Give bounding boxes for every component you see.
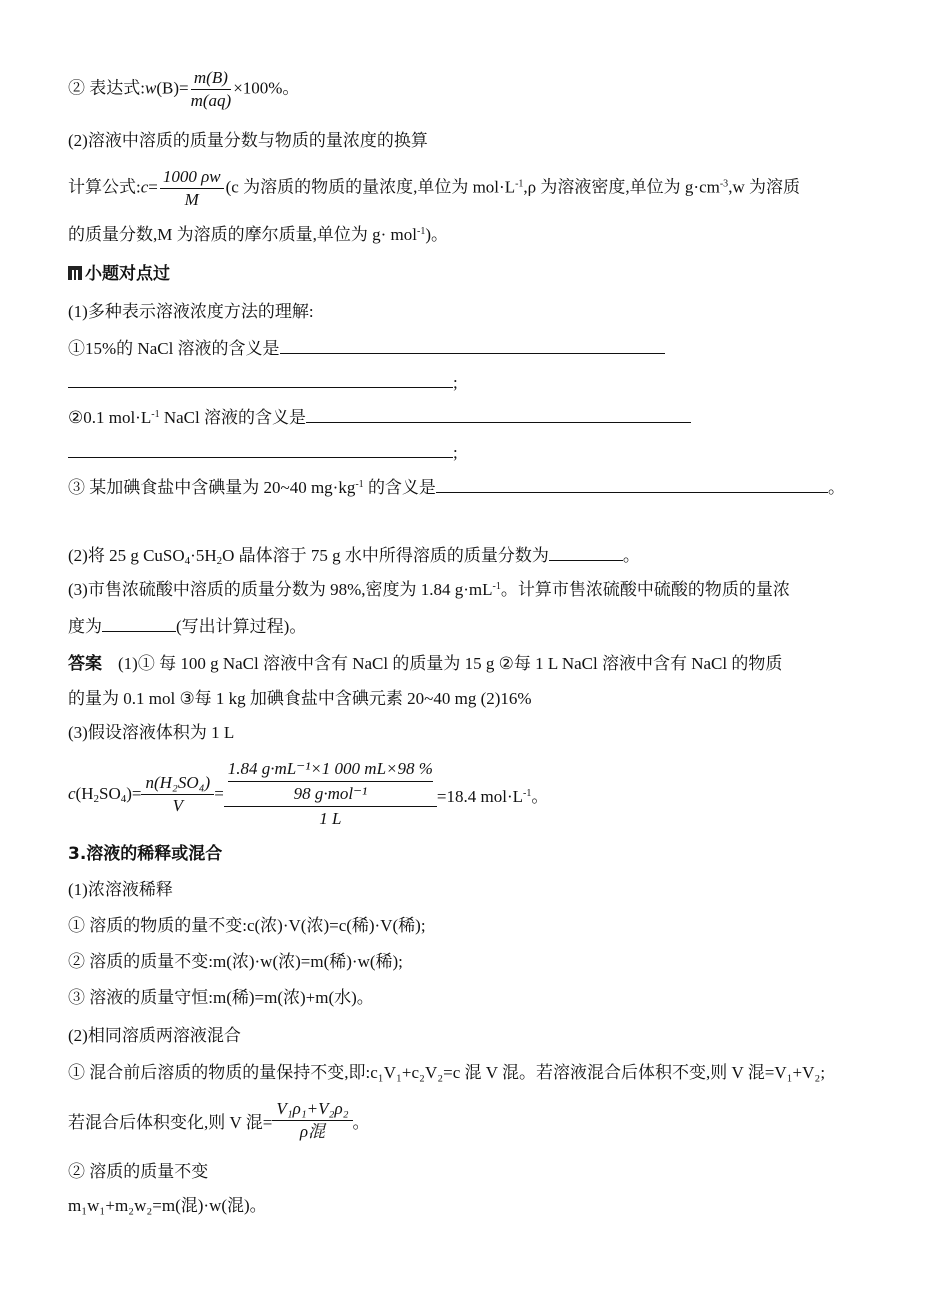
concentration-formula — [160, 167, 224, 210]
text: = — [214, 784, 224, 803]
inner-denominator: 98 g·mol⁻¹ — [293, 784, 368, 803]
superscript: -1 — [416, 226, 426, 237]
text: SO — [99, 784, 121, 803]
calc-result — [437, 787, 548, 806]
text: O 晶体溶于 75 g 水中所得溶质的质量分数为 — [222, 546, 549, 565]
text: 的质量分数,M 为溶质的摩尔质量,单位为 g· mol — [68, 225, 417, 244]
text: ; — [453, 443, 458, 462]
text: (B)= — [156, 78, 189, 98]
question-3-cont — [68, 614, 306, 639]
text: ②0.1 mol·L — [68, 408, 152, 427]
denominator: ρ混 — [299, 1122, 325, 1141]
answer-blank[interactable] — [280, 336, 665, 354]
answer-line-1 — [68, 652, 782, 676]
answer-blank[interactable] — [436, 475, 828, 493]
question-1a-cont — [68, 370, 458, 395]
answer-blank[interactable] — [549, 543, 623, 561]
answer-blank[interactable] — [306, 405, 691, 423]
text: (写出计算过程)。 — [176, 617, 307, 636]
answer-blank[interactable] — [68, 370, 453, 388]
heading-text: 小题对点过 — [85, 264, 170, 284]
dilution-sub-1: (1)浓溶液稀释 — [68, 880, 173, 899]
dilution-rule-1: ① 溶质的物质的量不变:c(浓)·V(浓)=c(稀)·V(稀); — [68, 916, 426, 935]
text: 计算公式: — [68, 177, 141, 197]
dilution-rule-2: ② 溶质的质量不变:m(浓)·w(浓)=m(稀)·w(稀); — [68, 952, 403, 971]
superscript: -1 — [492, 581, 501, 592]
text: ③ 某加碘食盐中含碘量为 20~40 mg·kg — [68, 478, 356, 497]
mixing-sub-2: (2)相同溶质两溶液混合 — [68, 1026, 241, 1045]
section-marker-icon — [68, 266, 82, 280]
mixed-volume-fraction — [272, 1098, 352, 1143]
n-over-v — [141, 772, 214, 817]
answer-text: (1)① 每 100 g NaCl 溶液中含有 NaCl 的质量为 15 g ②每 1 L NaCl 溶液中含有 NaCl 的物质 — [118, 654, 783, 673]
answer-line-3: (3)假设溶液体积为 1 L — [68, 723, 235, 742]
practice-heading — [68, 262, 170, 286]
text: (3)市售浓硫酸中溶质的质量分数为 98%,密度为 1.84 g·mL — [68, 580, 493, 599]
answer-blank[interactable] — [68, 440, 453, 458]
answer-label: 答案 — [68, 654, 102, 674]
text: (2)将 25 g CuSO — [68, 546, 185, 565]
mixing-equation: m₁w₁+m₂w₂=m(混)·w(混)。 — [68, 1196, 267, 1215]
subscript: 4 — [184, 555, 191, 567]
section-2-heading: (2)溶液中溶质的质量分数与物质的量浓度的换算 — [68, 131, 428, 150]
subscript: 2 — [216, 555, 223, 567]
dilution-heading: 3.溶液的稀释或混合 — [68, 844, 223, 864]
numerator: 1000 ρw — [160, 167, 224, 189]
question-1b-cont — [68, 440, 458, 465]
question-2 — [68, 543, 640, 568]
text: (c 为溶质的物质的量浓度,单位为 mol·L — [225, 177, 516, 197]
superscript: -1 — [355, 479, 364, 490]
text: 度为 — [68, 617, 102, 636]
text: )= — [126, 784, 142, 803]
question-1: (1)多种表示溶液浓度方法的理解: — [68, 302, 314, 321]
text: ② 表达式: — [68, 78, 145, 98]
superscript: -1 — [151, 409, 160, 420]
text: NaCl 溶液的含义是 — [159, 408, 306, 427]
superscript: -1 — [515, 178, 524, 190]
numerator: n(H₂SO₄) — [141, 772, 214, 795]
text: 。 — [622, 546, 640, 565]
denominator: 1 L — [319, 809, 342, 828]
mixing-volume-line — [68, 1098, 370, 1143]
text: 若混合后体积变化,则 V 混= — [68, 1113, 273, 1132]
numerator — [224, 757, 437, 807]
expression-line — [68, 68, 299, 111]
text: ,ρ 为溶液密度,单位为 g·cm — [523, 177, 720, 197]
formula-line — [68, 167, 800, 210]
denominator: m(aq) — [190, 91, 232, 110]
text: 。 — [352, 1113, 370, 1132]
superscript: -1 — [523, 787, 532, 799]
dilution-rule-3: ③ 溶液的质量守恒:m(稀)=m(浓)+m(水)。 — [68, 988, 374, 1007]
text: 。 — [827, 478, 845, 497]
numerator: m(B) — [191, 68, 232, 90]
question-1c — [68, 475, 845, 500]
var-c: c — [140, 177, 149, 197]
text: )。 — [425, 225, 448, 244]
text: ·5H — [190, 546, 217, 565]
superscript: -3 — [719, 178, 729, 190]
denominator: M — [184, 190, 199, 209]
var-w: w — [144, 78, 157, 98]
mixing-rule-2: ② 溶质的质量不变 — [68, 1162, 209, 1181]
text: 。 — [531, 786, 549, 806]
question-3 — [68, 578, 790, 602]
formula-note-line — [68, 223, 448, 247]
text: ①15%的 NaCl 溶液的含义是 — [68, 339, 280, 358]
text: 。计算市售浓硫酸中硫酸的物质的量浓 — [500, 580, 790, 599]
calc-lhs: $c(H_2SO_4)=$ — [68, 784, 142, 805]
subscript: 4 — [120, 793, 127, 805]
inner-numerator: 1.84 g·mL⁻¹×1 000 mL×98 % — [228, 757, 433, 782]
compound-fraction — [224, 757, 437, 831]
text: = — [148, 177, 158, 197]
mixing-rule-1: ① 混合前后溶质的物质的量保持不变,即:c₁V₁+c₂V₂=c 混 V 混。若溶液混合后体积不变,则 V 混=V₁+V₂; — [68, 1063, 826, 1082]
denominator: V — [172, 795, 184, 815]
text: ; — [453, 373, 458, 392]
answer-blank[interactable] — [102, 614, 176, 632]
question-1b — [68, 405, 691, 430]
answer-line-2: 的量为 0.1 mol ③每 1 kg 加碘食盐中含碘元素 20~40 mg (2)16% — [68, 689, 532, 708]
question-1a — [68, 336, 665, 361]
text: =18.4 mol·L — [436, 786, 524, 806]
calculation — [68, 757, 548, 831]
text: ×100%。 — [233, 78, 300, 98]
subscript: 2 — [93, 793, 99, 805]
text: 的含义是 — [363, 478, 436, 497]
numerator: V₁ρ₁+V₂ρ₂ — [272, 1098, 352, 1121]
mass-fraction-formula — [191, 68, 232, 111]
text: ,w 为溶质 — [728, 177, 800, 197]
